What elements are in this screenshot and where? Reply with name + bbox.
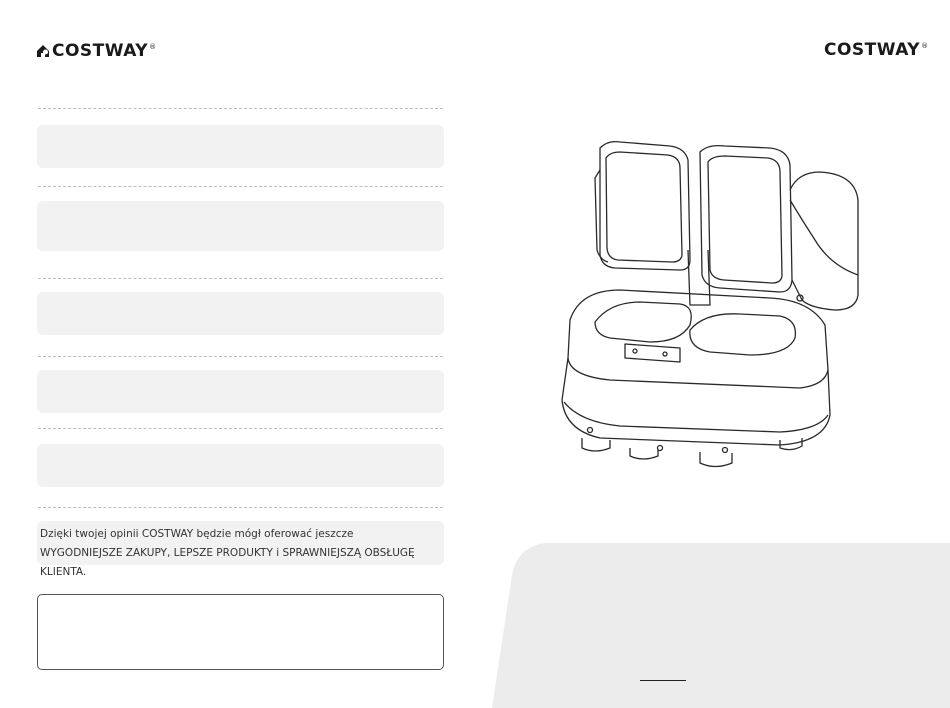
foot-massager-illustration	[540, 130, 870, 480]
form-field-box[interactable]	[37, 201, 444, 251]
dashed-divider	[38, 428, 443, 429]
registered-mark-right: ®	[921, 42, 929, 50]
outlined-input-box[interactable]	[37, 594, 444, 670]
form-field-box[interactable]	[37, 125, 444, 168]
dashed-divider	[38, 108, 443, 109]
brand-name-left: COSTWAY	[52, 41, 149, 61]
brand-name-right: COSTWAY	[824, 40, 921, 60]
dashed-divider	[38, 278, 443, 279]
form-field-box[interactable]	[37, 370, 444, 413]
signature-underline	[640, 680, 686, 681]
form-field-box[interactable]	[37, 292, 444, 335]
feedback-message: Dzięki twojej opinii COSTWAY będzie mógł oferować jeszcze WYGODNIEJSZE ZAKUPY, LEPSZE PRODUKTY i SPRAWNIEJSZĄ OBSŁUGĘ KLIENTA.	[40, 528, 415, 578]
form-field-box[interactable]	[37, 444, 444, 487]
brand-logo-left	[36, 41, 157, 61]
dashed-divider	[38, 507, 443, 508]
registered-mark-left: ®	[149, 43, 157, 51]
dashed-divider	[38, 186, 443, 187]
feedback-message-box	[37, 521, 444, 578]
brand-logo-right	[824, 40, 929, 60]
dashed-divider	[38, 356, 443, 357]
house-icon	[36, 44, 50, 58]
